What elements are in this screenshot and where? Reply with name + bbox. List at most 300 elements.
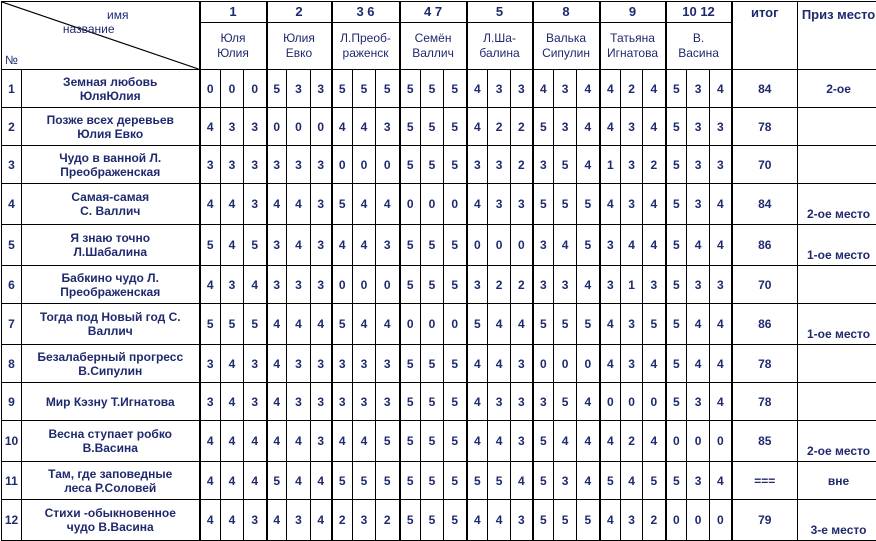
judge-name-6 <box>533 23 600 70</box>
score-cell: 3 <box>511 184 533 225</box>
score-cell: 4 <box>244 421 267 462</box>
score-cell: 4 <box>244 462 267 500</box>
poem-title-cell <box>22 304 200 345</box>
row-number: 6 <box>2 266 22 304</box>
score-cell: 5 <box>400 383 421 421</box>
score-cell: 4 <box>287 304 311 345</box>
score-cell: 3 <box>376 225 400 266</box>
score-cell: 4 <box>687 345 710 383</box>
score-cell: 3 <box>687 184 710 225</box>
score-cell: 3 <box>687 266 710 304</box>
score-cell: 4 <box>467 500 488 541</box>
score-cell: 5 <box>421 500 444 541</box>
score-cell: 5 <box>444 345 467 383</box>
score-cell: 4 <box>332 421 353 462</box>
score-cell: 3 <box>244 146 267 184</box>
score-cell: 5 <box>533 462 554 500</box>
prize-place: 2-ое место <box>798 421 876 462</box>
score-cell: 5 <box>353 70 376 108</box>
judge-name-line-2: Игнатова <box>601 46 665 61</box>
score-cell: 3 <box>376 345 400 383</box>
score-cell: 3 <box>710 146 732 184</box>
poem-title-cell <box>22 108 200 146</box>
score-cell: 4 <box>554 225 577 266</box>
score-cell: 4 <box>710 383 732 421</box>
score-cell: 4 <box>533 70 554 108</box>
score-cell: 4 <box>267 304 287 345</box>
score-cell: 2 <box>488 266 511 304</box>
table-row <box>2 421 876 462</box>
score-cell: 4 <box>710 304 732 345</box>
poem-title-line-1: Я знаю точно <box>22 231 199 245</box>
score-cell: 3 <box>221 146 244 184</box>
score-cell: 0 <box>421 184 444 225</box>
itog-header: итог <box>732 2 798 70</box>
score-cell: 3 <box>353 500 376 541</box>
score-cell: 3 <box>267 225 287 266</box>
corner-label-title: название <box>63 22 115 36</box>
score-cell: 5 <box>666 108 687 146</box>
score-cell: 3 <box>244 108 267 146</box>
score-cell: 5 <box>332 70 353 108</box>
prize-place: вне <box>798 462 876 500</box>
score-cell: 4 <box>267 345 287 383</box>
row-number: 4 <box>2 184 22 225</box>
row-number: 5 <box>2 225 22 266</box>
score-cell: 4 <box>332 225 353 266</box>
score-cell: 0 <box>710 421 732 462</box>
judge-name-line-2: Васина <box>667 46 731 61</box>
score-cell: 3 <box>267 146 287 184</box>
score-cell: 4 <box>600 421 621 462</box>
score-cell: 3 <box>488 184 511 225</box>
score-cell: 4 <box>577 146 600 184</box>
score-cell: 0 <box>200 70 221 108</box>
poem-title-line-1: Там, где заповедные <box>22 467 199 481</box>
poem-title-cell <box>22 225 200 266</box>
poem-title-line-2: чудо В.Васина <box>22 520 199 534</box>
score-cell: 4 <box>554 421 577 462</box>
score-cell: 3 <box>488 70 511 108</box>
poem-title-line-1: Бабкино чудо Л. <box>22 271 199 285</box>
score-cell: 4 <box>221 184 244 225</box>
score-cell: 2 <box>332 500 353 541</box>
score-cell: 5 <box>332 462 353 500</box>
score-cell: 4 <box>287 421 311 462</box>
table-row <box>2 108 876 146</box>
score-cell: 3 <box>621 304 643 345</box>
row-number: 1 <box>2 70 22 108</box>
judge-name-line-1: Юлия <box>268 31 331 46</box>
score-cell: 3 <box>200 383 221 421</box>
score-cell: 5 <box>332 304 353 345</box>
judge-name-line-1: Юля <box>201 31 266 46</box>
score-cell: 2 <box>488 108 511 146</box>
score-cell: 1 <box>600 146 621 184</box>
score-cell: 1 <box>621 266 643 304</box>
score-cell: 4 <box>600 70 621 108</box>
table-row <box>2 266 876 304</box>
score-cell: 0 <box>621 383 643 421</box>
poem-title-line-1: Чудо в ванной Л. <box>22 151 199 165</box>
score-cell: 4 <box>643 70 666 108</box>
score-cell: 0 <box>287 108 311 146</box>
judge-name-line-2: Евко <box>268 46 331 61</box>
table-row <box>2 462 876 500</box>
score-cell: 5 <box>376 421 400 462</box>
poem-title-cell <box>22 266 200 304</box>
score-cell: 0 <box>353 146 376 184</box>
prize-place <box>798 345 876 383</box>
score-cell: 5 <box>444 70 467 108</box>
prize-place: 2-ое <box>798 70 876 108</box>
poem-title-line-2: Юлия Евко <box>22 127 199 141</box>
judge-number-4: 4 7 <box>400 2 467 23</box>
score-cell: 4 <box>332 108 353 146</box>
score-cell: 4 <box>311 462 332 500</box>
score-cell: 3 <box>311 184 332 225</box>
score-cell: 3 <box>554 70 577 108</box>
total-score: 85 <box>732 421 798 462</box>
poem-title-line-2: В.Сипулин <box>22 364 199 378</box>
prize-place <box>798 266 876 304</box>
score-cell: 3 <box>687 146 710 184</box>
score-cell: 3 <box>311 225 332 266</box>
score-cell: 5 <box>444 421 467 462</box>
score-cell: 5 <box>666 146 687 184</box>
score-cell: 2 <box>511 108 533 146</box>
score-cell: 4 <box>200 184 221 225</box>
score-cell: 3 <box>621 108 643 146</box>
header-row-numbers <box>2 2 876 23</box>
score-cell: 3 <box>687 70 710 108</box>
score-cell: 4 <box>353 304 376 345</box>
score-cell: 4 <box>200 266 221 304</box>
score-cell: 4 <box>577 383 600 421</box>
score-cell: 4 <box>221 225 244 266</box>
score-cell: 0 <box>511 225 533 266</box>
score-cell: 3 <box>621 184 643 225</box>
score-cell: 3 <box>200 146 221 184</box>
score-cell: 3 <box>353 345 376 383</box>
score-cell: 4 <box>687 304 710 345</box>
poem-title-line-1: Позже всех деревьев <box>22 113 199 127</box>
score-cell: 3 <box>533 383 554 421</box>
score-cell: 5 <box>533 108 554 146</box>
score-cell: 3 <box>287 500 311 541</box>
score-cell: 0 <box>267 108 287 146</box>
score-cell: 4 <box>200 421 221 462</box>
judge-name-line-1: В. <box>667 31 731 46</box>
score-cell: 0 <box>467 225 488 266</box>
score-cell: 0 <box>444 184 467 225</box>
score-cell: 5 <box>533 304 554 345</box>
score-cell: 3 <box>511 500 533 541</box>
score-cell: 0 <box>311 108 332 146</box>
score-cell: 5 <box>554 146 577 184</box>
score-cell: 4 <box>577 70 600 108</box>
poem-title-line-1: Тогда под Новый год С. <box>22 310 199 324</box>
judge-name-line-2: Валлич <box>401 46 466 61</box>
score-cell: 3 <box>533 225 554 266</box>
score-cell: 5 <box>421 462 444 500</box>
score-cell: 5 <box>332 184 353 225</box>
score-cell: 4 <box>467 108 488 146</box>
row-number: 2 <box>2 108 22 146</box>
total-score: 70 <box>732 266 798 304</box>
score-cell: 4 <box>643 108 666 146</box>
score-cell: 0 <box>488 225 511 266</box>
score-table <box>1 1 876 541</box>
judge-number-1: 1 <box>200 2 267 23</box>
score-cell: 5 <box>421 225 444 266</box>
score-cell: 3 <box>533 146 554 184</box>
score-cell: 4 <box>600 108 621 146</box>
score-cell: 5 <box>376 462 400 500</box>
score-cell: 5 <box>666 225 687 266</box>
judge-number-2: 2 <box>267 2 332 23</box>
score-cell: 5 <box>666 184 687 225</box>
judge-name-line-2: балина <box>468 46 532 61</box>
judge-name-line-2: Сипулин <box>534 46 599 61</box>
judge-name-3 <box>332 23 400 70</box>
score-cell: 0 <box>600 383 621 421</box>
score-cell: 5 <box>421 421 444 462</box>
score-cell: 0 <box>554 345 577 383</box>
total-score: 84 <box>732 184 798 225</box>
score-cell: 5 <box>244 304 267 345</box>
score-cell: 5 <box>200 304 221 345</box>
total-score: 78 <box>732 383 798 421</box>
score-cell: 3 <box>244 184 267 225</box>
table-row <box>2 70 876 108</box>
score-cell: 3 <box>200 345 221 383</box>
score-cell: 0 <box>643 383 666 421</box>
score-cell: 4 <box>467 345 488 383</box>
score-cell: 4 <box>221 500 244 541</box>
score-cell: 4 <box>287 225 311 266</box>
total-score: 86 <box>732 225 798 266</box>
score-cell: 4 <box>511 304 533 345</box>
score-cell: 4 <box>687 225 710 266</box>
score-cell: 5 <box>267 462 287 500</box>
score-cell: 5 <box>400 500 421 541</box>
total-score: 70 <box>732 146 798 184</box>
score-cell: 5 <box>666 345 687 383</box>
score-cell: 3 <box>467 266 488 304</box>
score-cell: 5 <box>376 70 400 108</box>
score-cell: 4 <box>200 462 221 500</box>
score-cell: 4 <box>488 500 511 541</box>
total-score: 79 <box>732 500 798 541</box>
score-cell: 5 <box>421 345 444 383</box>
score-cell: 4 <box>353 108 376 146</box>
score-cell: 0 <box>533 345 554 383</box>
table-row <box>2 146 876 184</box>
score-cell: 4 <box>710 225 732 266</box>
score-cell: 4 <box>267 421 287 462</box>
score-cell: 0 <box>400 184 421 225</box>
score-cell: 4 <box>600 304 621 345</box>
score-cell: 3 <box>467 146 488 184</box>
score-cell: 3 <box>600 225 621 266</box>
score-cell: 3 <box>287 266 311 304</box>
score-cell: 3 <box>511 345 533 383</box>
score-cell: 5 <box>554 500 577 541</box>
score-cell: 5 <box>467 462 488 500</box>
score-cell: 3 <box>353 383 376 421</box>
poem-title-line-1: Весна ступает робко <box>22 427 199 441</box>
score-cell: 3 <box>687 462 710 500</box>
score-cell: 4 <box>710 184 732 225</box>
score-cell: 0 <box>666 421 687 462</box>
score-cell: 5 <box>221 304 244 345</box>
score-cell: 3 <box>244 383 267 421</box>
score-cell: 2 <box>621 70 643 108</box>
table-row <box>2 225 876 266</box>
score-cell: 0 <box>710 500 732 541</box>
score-cell: 0 <box>332 146 353 184</box>
score-cell: 5 <box>421 70 444 108</box>
score-cell: 3 <box>621 345 643 383</box>
poem-title-line-1: Безалаберный прогресс <box>22 350 199 364</box>
score-cell: 4 <box>710 345 732 383</box>
score-cell: 4 <box>311 500 332 541</box>
score-cell: 5 <box>554 184 577 225</box>
score-cell: 5 <box>444 146 467 184</box>
score-cell: 0 <box>421 304 444 345</box>
poem-title-cell <box>22 70 200 108</box>
score-cell: 4 <box>221 462 244 500</box>
score-cell: 4 <box>577 421 600 462</box>
score-cell: 3 <box>332 345 353 383</box>
score-cell: 5 <box>400 70 421 108</box>
score-cell: 4 <box>600 345 621 383</box>
score-cell: 3 <box>554 108 577 146</box>
score-cell: 3 <box>267 266 287 304</box>
judge-number-3: 3 6 <box>332 2 400 23</box>
prize-place <box>798 146 876 184</box>
score-cell: 3 <box>376 383 400 421</box>
row-number: 7 <box>2 304 22 345</box>
score-cell: 3 <box>710 266 732 304</box>
prize-place <box>798 108 876 146</box>
score-cell: 5 <box>600 462 621 500</box>
poem-title-line-2: Преображенская <box>22 285 199 299</box>
score-cell: 5 <box>444 108 467 146</box>
score-cell: 3 <box>511 70 533 108</box>
score-cell: 5 <box>353 462 376 500</box>
score-cell: 4 <box>221 345 244 383</box>
score-cell: 4 <box>221 383 244 421</box>
judge-name-7 <box>600 23 666 70</box>
poem-title-line-1: Земная любовь <box>22 75 199 89</box>
score-cell: 3 <box>511 421 533 462</box>
table-row <box>2 304 876 345</box>
score-cell: 4 <box>621 225 643 266</box>
score-cell: 3 <box>287 70 311 108</box>
score-cell: 0 <box>687 421 710 462</box>
total-score: 86 <box>732 304 798 345</box>
score-cell: 5 <box>488 462 511 500</box>
poem-title-line-1: Мир Кэзну Т.Игнатова <box>22 395 199 409</box>
score-cell: 4 <box>221 421 244 462</box>
score-cell: 2 <box>511 146 533 184</box>
total-score: 78 <box>732 345 798 383</box>
score-cell: 4 <box>577 266 600 304</box>
score-cell: 5 <box>577 304 600 345</box>
score-cell: 4 <box>467 383 488 421</box>
row-number: 8 <box>2 345 22 383</box>
score-cell: 4 <box>244 266 267 304</box>
score-cell: 4 <box>488 345 511 383</box>
judge-name-2 <box>267 23 332 70</box>
score-cell: 5 <box>533 184 554 225</box>
row-number: 11 <box>2 462 22 500</box>
judge-name-line-1: Семён <box>401 31 466 46</box>
row-number: 10 <box>2 421 22 462</box>
poem-title-line-2: ЮляЮлия <box>22 89 199 103</box>
score-cell: 4 <box>267 383 287 421</box>
score-cell: 5 <box>400 421 421 462</box>
poem-title-line-2: Л.Шабалина <box>22 245 199 259</box>
score-cell: 3 <box>311 70 332 108</box>
score-cell: 4 <box>267 184 287 225</box>
judge-name-line-1: Л.Преоб- <box>333 31 399 46</box>
score-cell: 4 <box>488 421 511 462</box>
judge-name-5 <box>467 23 533 70</box>
score-cell: 3 <box>621 500 643 541</box>
score-cell: 0 <box>332 266 353 304</box>
score-cell: 5 <box>577 225 600 266</box>
score-cell: 4 <box>488 304 511 345</box>
score-cell: 2 <box>376 500 400 541</box>
score-cell: 0 <box>244 70 267 108</box>
poem-title-cell <box>22 345 200 383</box>
judge-name-line-2: раженск <box>333 46 399 61</box>
poem-title-line-1: Самая-самая <box>22 190 199 204</box>
prize-place: 3-е место <box>798 500 876 541</box>
poem-title-line-1: Стихи -обыкновенное <box>22 506 199 520</box>
score-cell: 5 <box>533 421 554 462</box>
poem-title-line-2: Валлич <box>22 324 199 338</box>
score-cell: 4 <box>710 462 732 500</box>
table-row <box>2 500 876 541</box>
score-cell: 4 <box>353 421 376 462</box>
score-cell: 5 <box>666 383 687 421</box>
score-cell: 5 <box>400 108 421 146</box>
score-cell: 3 <box>221 266 244 304</box>
score-cell: 5 <box>444 383 467 421</box>
score-cell: 4 <box>353 184 376 225</box>
score-cell: 0 <box>221 70 244 108</box>
score-cell: 2 <box>621 421 643 462</box>
poem-title-cell <box>22 421 200 462</box>
score-cell: 3 <box>311 383 332 421</box>
score-cell: 4 <box>643 184 666 225</box>
score-cell: 5 <box>533 500 554 541</box>
score-cell: 4 <box>376 184 400 225</box>
poem-title-cell <box>22 383 200 421</box>
table-row <box>2 383 876 421</box>
score-cell: 5 <box>400 345 421 383</box>
score-cell: 5 <box>267 70 287 108</box>
judge-number-5: 5 <box>467 2 533 23</box>
score-cell: 3 <box>687 108 710 146</box>
prize-place: 2-ое место <box>798 184 876 225</box>
total-score: === <box>732 462 798 500</box>
poem-title-line-2: С. Валлич <box>22 204 199 218</box>
